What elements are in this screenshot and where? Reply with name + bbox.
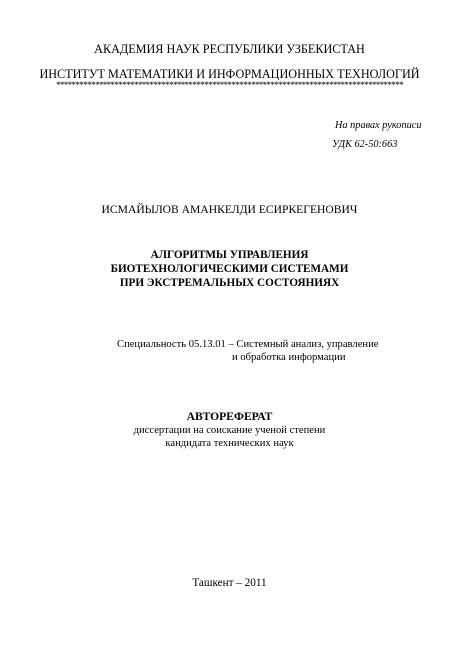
manuscript-rights-note: На правах рукописи	[335, 120, 422, 131]
dissertation-title-line-2: БИОТЕХНОЛОГИЧЕСКИМИ СИСТЕМАМИ	[110, 263, 349, 275]
specialty-line-2: и обработка информации	[232, 352, 346, 363]
abstract-heading: АВТОРЕФЕРАТ	[186, 410, 273, 423]
udk-code: УДК 62-50:663	[332, 139, 398, 150]
abstract-subtitle-line-1: диссертации на соискание ученой степени	[133, 425, 326, 436]
dissertation-title-line-1: АЛГОРИТМЫ УПРАВЛЕНИЯ	[150, 249, 309, 261]
city-year: Ташкент – 2011	[192, 577, 267, 589]
academy-name: АКАДЕМИЯ НАУК РЕСПУБЛИКИ УЗБЕКИСТАН	[94, 42, 365, 56]
abstract-subtitle-line-2: кандидата технических наук	[165, 438, 294, 449]
institute-name: ИНСТИТУТ МАТЕМАТИКИ И ИНФОРМАЦИОННЫХ ТЕХНОЛОГИЙ	[39, 67, 420, 81]
asterisk-separator: *****************************************************************************************	[55, 80, 404, 90]
specialty-line-1: Специальность 05.13.01 – Системный анализ, управление	[117, 339, 379, 350]
dissertation-title-line-3: ПРИ ЭКСТРЕМАЛЬНЫХ СОСТОЯНИЯХ	[119, 277, 340, 289]
author-name: ИСМАЙЫЛОВ АМАНКЕЛДИ ЕСИРКЕГЕНОВИЧ	[101, 203, 358, 216]
